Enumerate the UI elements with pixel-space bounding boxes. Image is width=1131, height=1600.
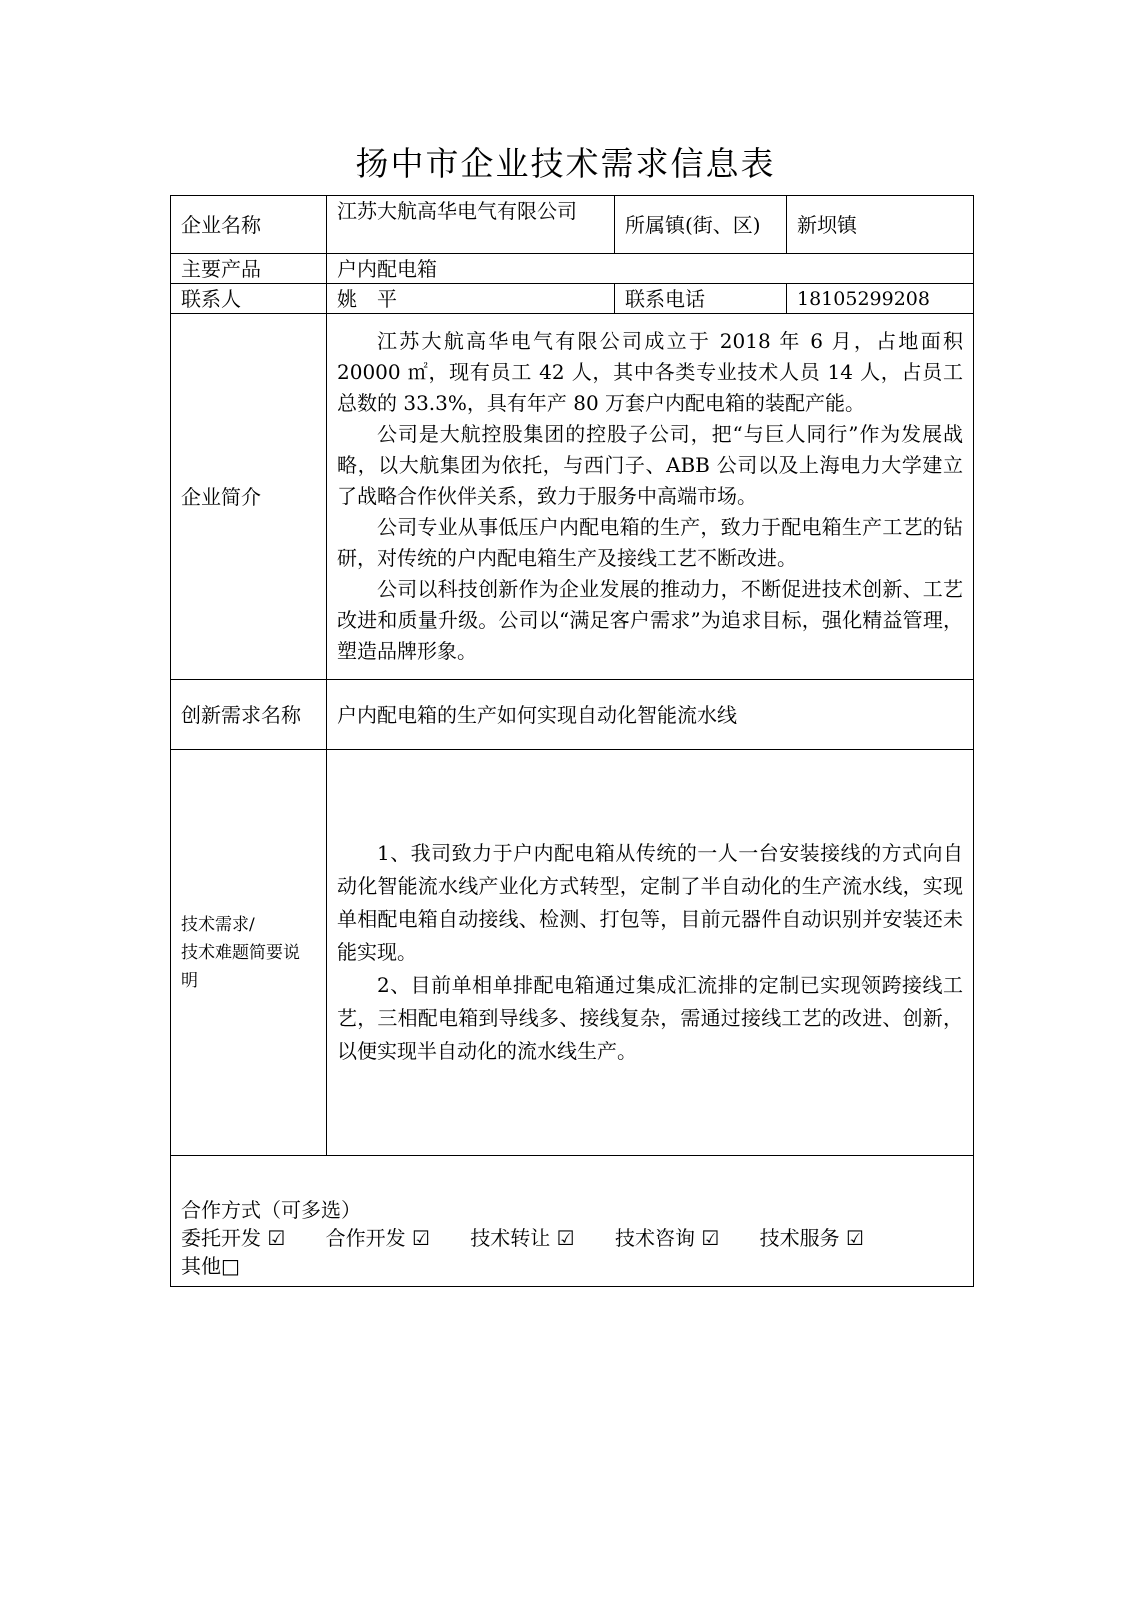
demand-value: 户内配电箱的生产如何实现自动化智能流水线 bbox=[327, 680, 974, 750]
intro-text bbox=[327, 314, 974, 680]
page-title: 扬中市企业技术需求信息表 bbox=[355, 144, 776, 183]
tech-label-line1: 技术需求/ bbox=[181, 914, 255, 935]
option-tech-service[interactable]: 技术服务 ☑ bbox=[759, 1226, 864, 1250]
info-table bbox=[170, 195, 974, 1287]
demand-label: 创新需求名称 bbox=[171, 680, 327, 750]
option-tech-consult[interactable]: 技术咨询 ☑ bbox=[614, 1226, 720, 1250]
cooperation-options bbox=[181, 1224, 963, 1280]
cooperation-label: 合作方式（可多选） bbox=[181, 1198, 361, 1222]
product-label: 主要产品 bbox=[171, 254, 327, 284]
option-entrusted-dev[interactable]: 委托开发 ☑ bbox=[181, 1226, 286, 1250]
intro-label: 企业简介 bbox=[171, 314, 327, 680]
option-joint-dev[interactable]: 合作开发 ☑ bbox=[325, 1226, 430, 1250]
town-label: 所属镇(街、区) bbox=[615, 196, 787, 254]
tech-paragraph: 1、我司致力于户内配电箱从传统的一人一台安装接线的方式向自动化智能流水线产业化方式转型，定制了半自动化的生产流水线，实现单相配电箱自动接线、检测、打包等，目前元器件自动识别并安装还未能实现。 bbox=[337, 841, 963, 964]
company-name-value: 江苏大航高华电气有限公司 bbox=[327, 196, 615, 254]
town-value: 新坝镇 bbox=[787, 196, 974, 254]
contact-person-value: 姚 平 bbox=[327, 284, 615, 314]
intro-paragraph: 公司以科技创新作为企业发展的推动力，不断促进技术创新、工艺改进和质量升级。公司以“满足客户需求”为追求目标，强化精益管理，塑造品牌形象。 bbox=[337, 577, 963, 663]
product-value: 户内配电箱 bbox=[327, 254, 974, 284]
option-other[interactable]: 其他□ bbox=[181, 1254, 240, 1278]
intro-paragraph: 江苏大航高华电气有限公司成立于 2018 年 6 月，占地面积 20000 ㎡，现有员工 42 人，其中各类专业技术人员 14 人，占员工总数的 33.3%，具有年产 80 万套户内配电箱的装配产能。 bbox=[337, 329, 963, 415]
tech-label bbox=[171, 750, 327, 1156]
company-name-label: 企业名称 bbox=[171, 196, 327, 254]
option-tech-transfer[interactable]: 技术转让 ☑ bbox=[470, 1226, 575, 1250]
contact-phone-label: 联系电话 bbox=[615, 284, 787, 314]
contact-phone-value: 18105299208 bbox=[787, 284, 974, 314]
intro-paragraph: 公司是大航控股集团的控股子公司，把“与巨人同行”作为发展战略，以大航集团为依托，与西门子、ABB 公司以及上海电力大学建立了战略合作伙伴关系，致力于服务中高端市场。 bbox=[337, 422, 963, 508]
tech-paragraph: 2、目前单相单排配电箱通过集成汇流排的定制已实现领跨接线工艺，三相配电箱到导线多、接线复杂，需通过接线工艺的改进、创新，以便实现半自动化的流水线生产。 bbox=[337, 973, 963, 1063]
tech-text bbox=[327, 750, 974, 1156]
tech-label-line2: 技术难题简要说明 bbox=[181, 942, 300, 991]
contact-person-label: 联系人 bbox=[171, 284, 327, 314]
cooperation-cell bbox=[171, 1156, 974, 1287]
intro-paragraph: 公司专业从事低压户内配电箱的生产，致力于配电箱生产工艺的钻研，对传统的户内配电箱生产及接线工艺不断改进。 bbox=[337, 515, 963, 570]
